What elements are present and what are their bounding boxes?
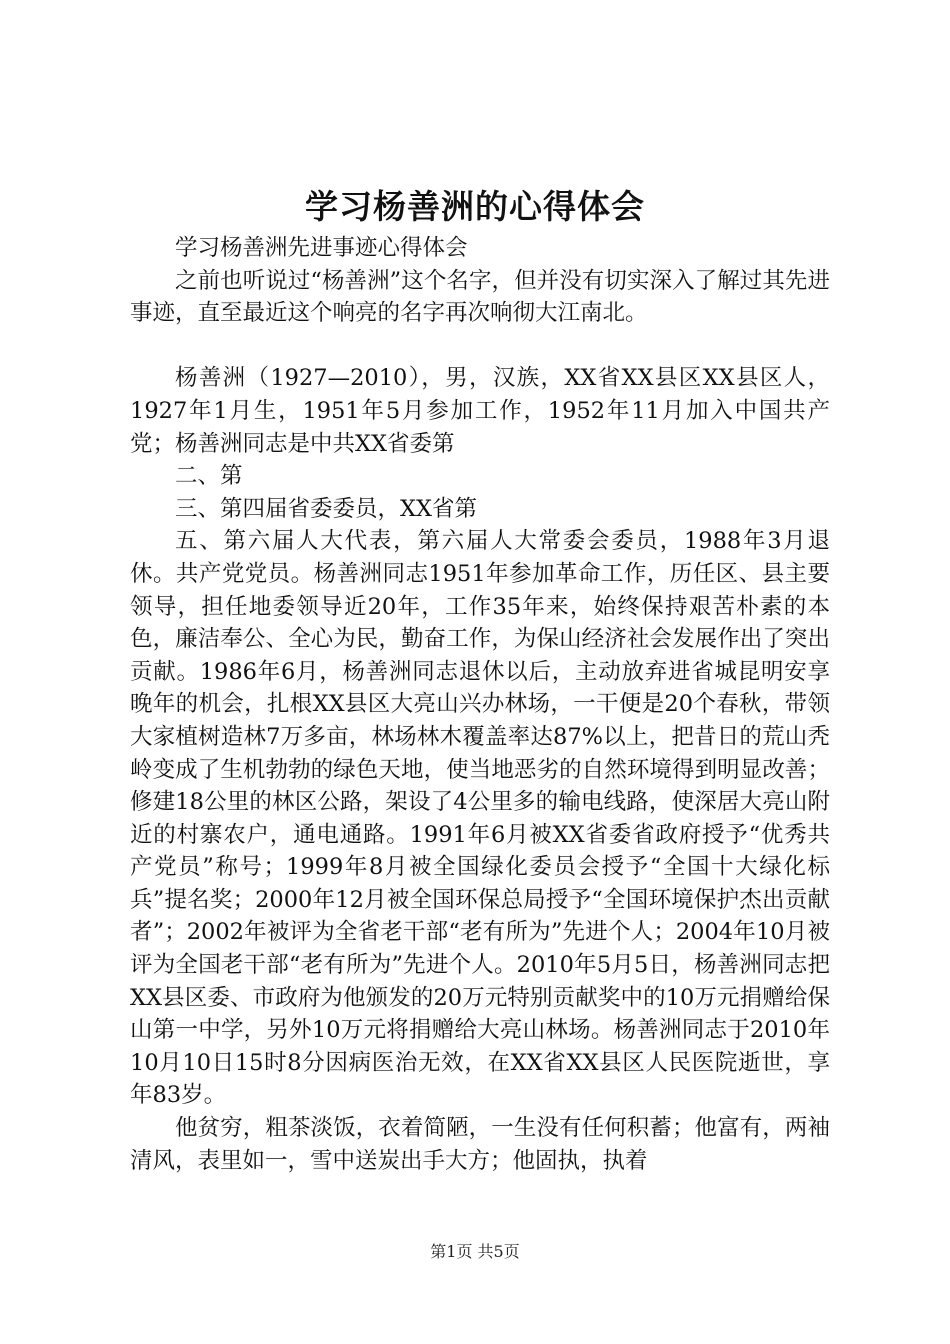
paragraph-character: 他贫穷，粗茶淡饭，衣着简陋，一生没有任何积蓄；他富有，两袖清风，表里如一，雪中送炭出手大方；他固执，执着: [130, 1115, 830, 1174]
paragraph-intro: 之前也听说过“杨善洲”这个名字，但并没有切实深入了解过其先进事迹，直至最近这个响亮的名字再次响彻大江南北。: [130, 267, 830, 327]
paragraph-fragment-two: 二、第: [175, 463, 243, 490]
document-body: [130, 232, 830, 1177]
paragraph-fragment-three: 三、第四届省委委员，XX省第: [175, 495, 478, 522]
page-footer: 第1页 共5页: [430, 1242, 520, 1261]
paragraph-biography: 杨善洲（1927—2010），男，汉族，XX省XX县区XX县区人，1927年1月生，1951年5月参加工作，1952年11月加入中国共产党；杨善洲同志是中共XX省委第: [130, 365, 830, 457]
paragraph-achievements: 五、第六届人大代表，第六届人大常委会委员，1988年3月退休。共产党党员。杨善洲同志1951年参加革命工作，历任区、县主要领导，担任地委领导近20年，工作35年来，始终保持艰苦朴素的本色，廉洁奉公、全心为民，勤奋工作，为保山经济社会发展作出了突出贡献。1986年6月，杨善洲同志退休以后，主动放弃进省城昆明安享晚年的机会，扎根XX县区大亮山兴办林场，一干便是20个春秋，带领大家植树造林7万多亩，林场林木覆盖率达87%以上，把昔日的荒山秃岭变成了生机勃勃的绿色天地，使当地恶劣的自然环境得到明显改善；修建18公里的林区公路，架设了4公里多的输电线路，使深居大亮山附近的村寨农户，通电通路。1991年6月被XX省委省政府授予“优秀共产党员”称号；1999年8月被全国绿化委员会授予“全国十大绿化标兵”提名奖；2000年12月被全国环保总局授予“全国环境保护杰出贡献者”；2002年被评为全省老干部“老有所为”先进个人；2004年10月被评为全国老干部“老有所为”先进个人。2010年5月5日，杨善洲同志把XX县区委、市政府为他颁发的20万元特别贡献奖中的10万元捐赠给保山第一中学，另外10万元将捐赠给大亮山林场。杨善洲同志于2010年10月10日15时8分因病医治无效，在XX省XX县区人民医院逝世，享年83岁。: [130, 528, 830, 1109]
document-title: 学习杨善洲的心得体会: [305, 187, 645, 226]
paragraph-subtitle: 学习杨善洲先进事迹心得体会: [175, 235, 468, 261]
